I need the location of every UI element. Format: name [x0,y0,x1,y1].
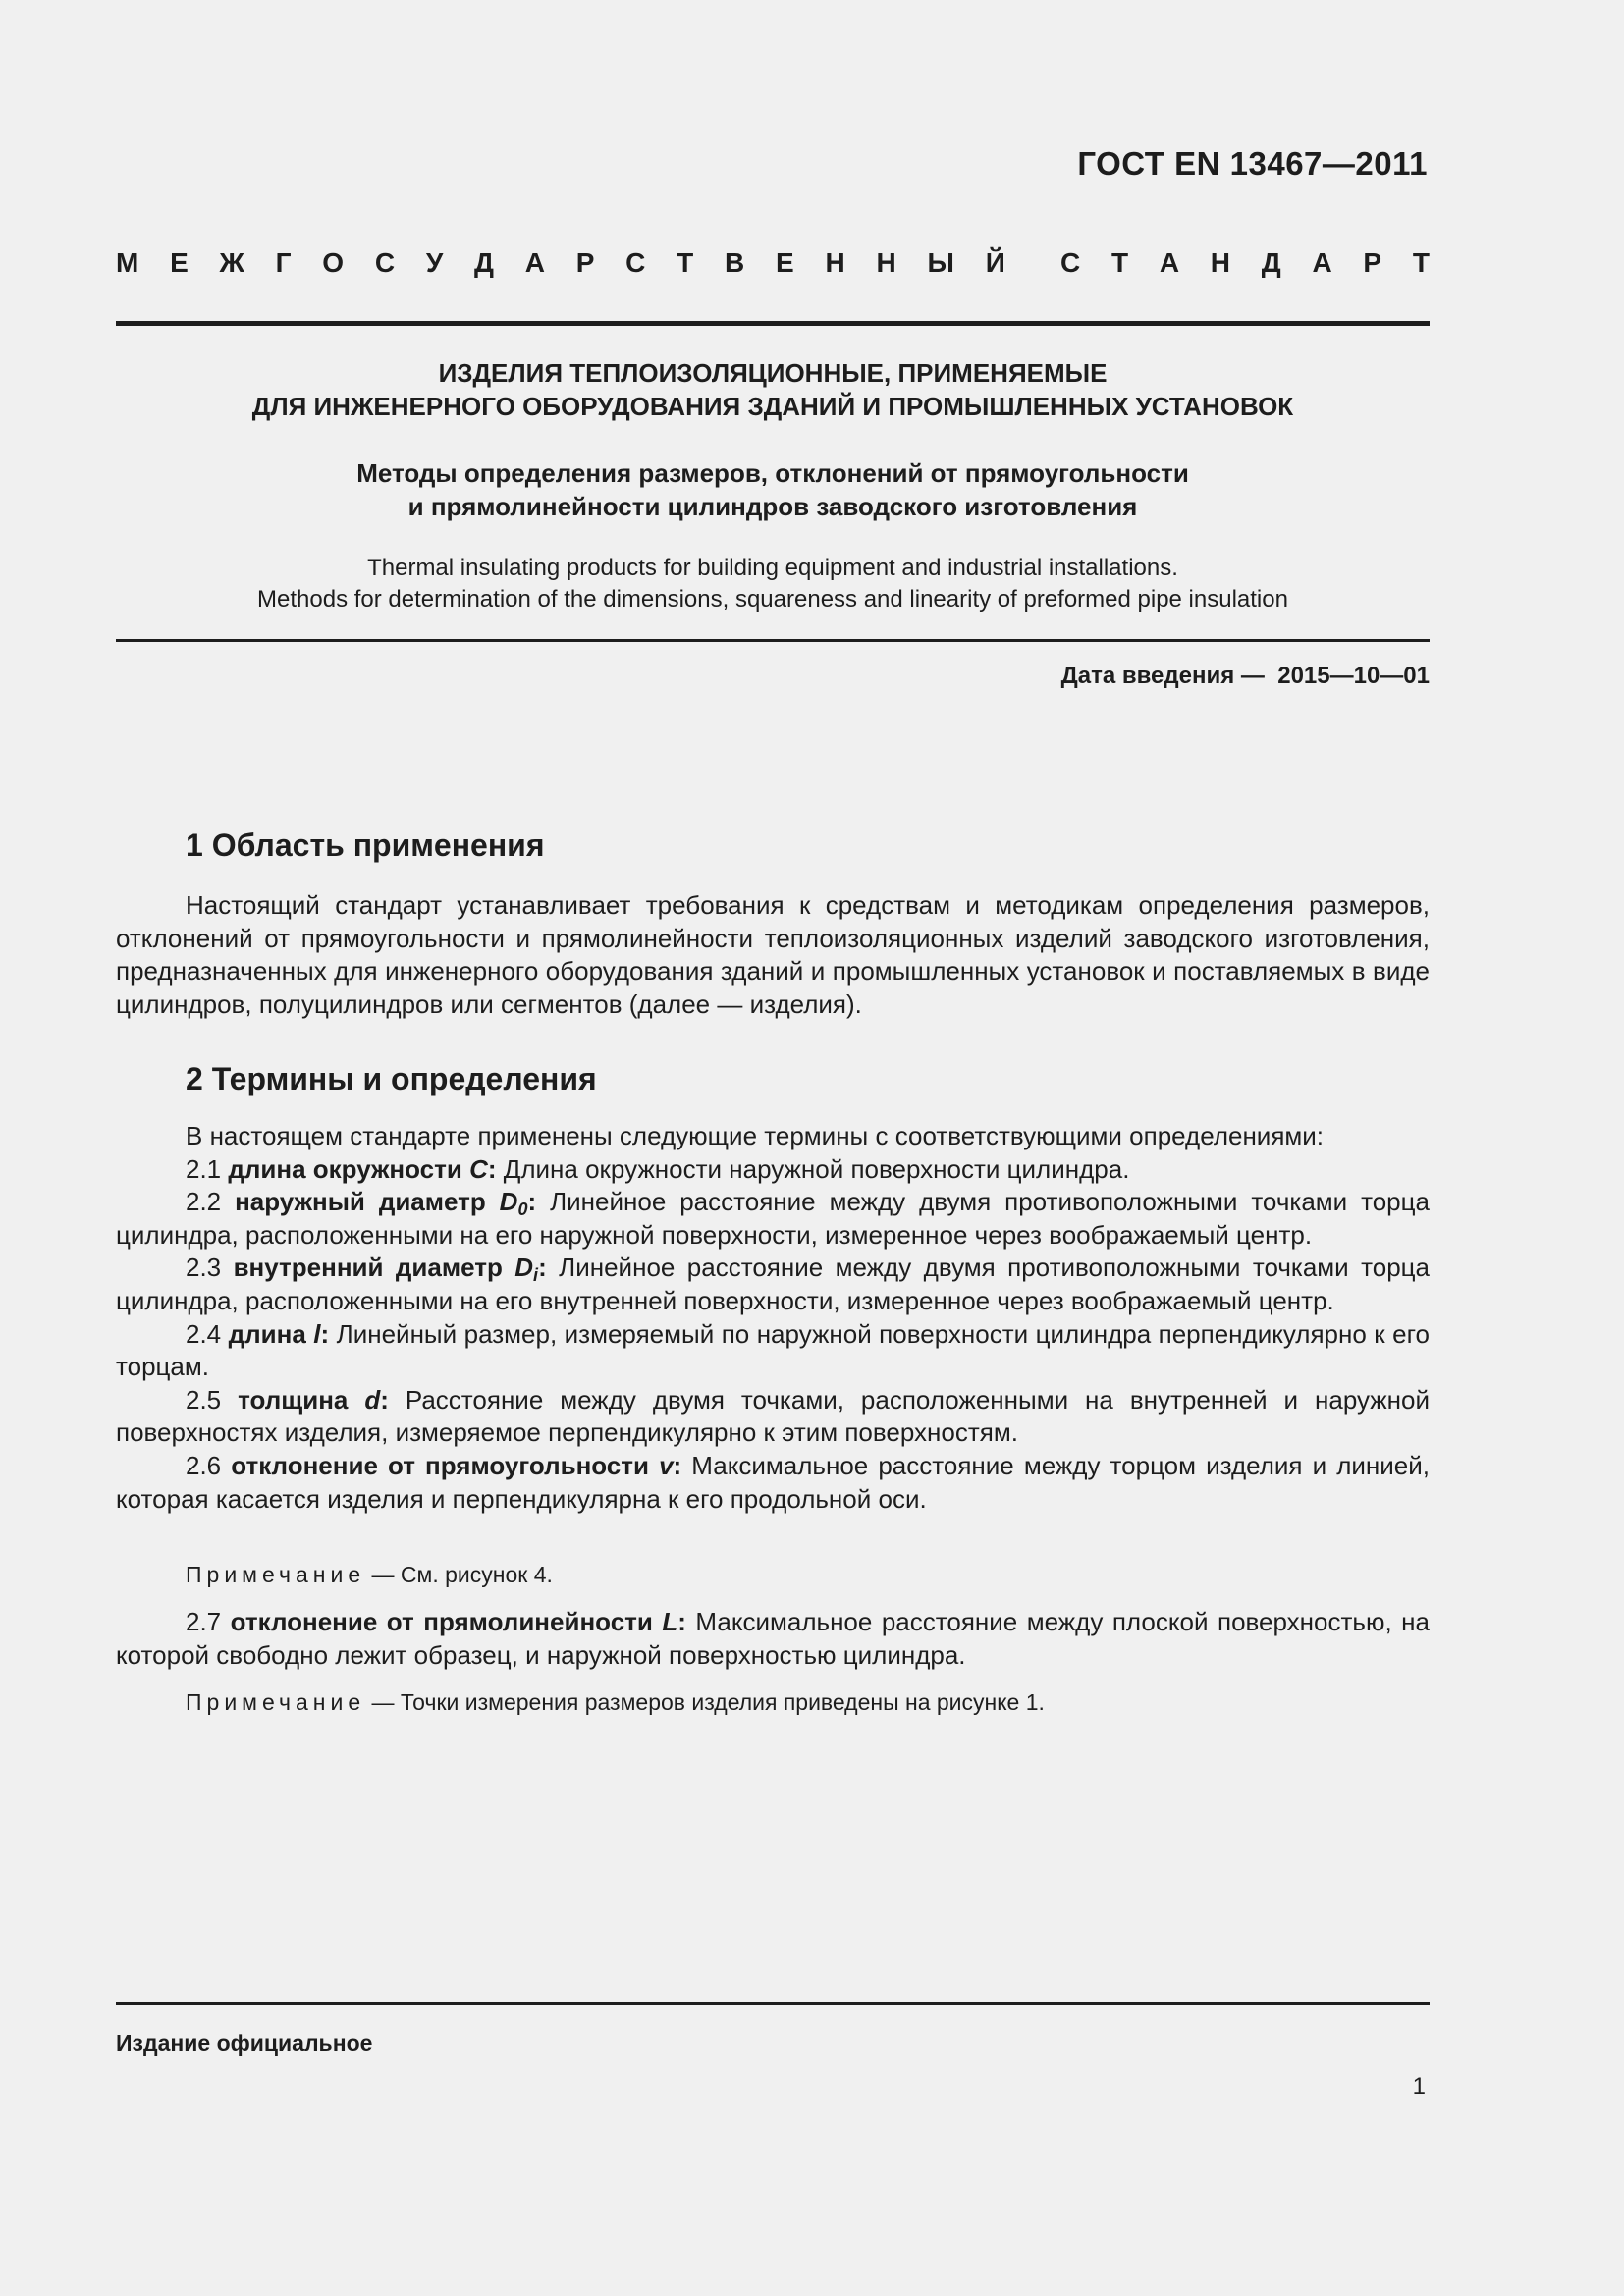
term-name: внутренний диаметр [233,1253,515,1283]
banner-letter: С [625,247,646,278]
page-number: 1 [1412,2073,1426,2100]
standard-type-banner [116,247,1430,279]
term-number: 2.2 [186,1187,236,1217]
term-definition: Максимальное расстояние между плоской поверхностью, на которой свободно лежит образец, и наружной поверхностью цилиндра. [116,1607,1430,1670]
banner-letter: Й [985,247,1005,278]
term-colon: : [673,1450,682,1480]
banner-letter: В [725,247,745,278]
section-2-heading: 2 Термины и определения [186,1061,597,1096]
term-name: длина окружности [228,1153,470,1184]
term-symbol: C [469,1153,488,1184]
term-number: 2.6 [186,1450,232,1480]
term-number: 2.1 [186,1153,229,1184]
banner-letter: Г [275,247,292,278]
term-colon: : [677,1607,686,1636]
term-definition: Линейное расстояние между двумя противоположными точками торца цилиндра, расположенными на его внутренней поверхности, измеренное через воображаемый центр. [116,1253,1431,1315]
term-2-4 [116,1318,1430,1384]
term-number: 2.4 [186,1318,229,1349]
subtitle-line-1: Методы определения размеров, отклонений от прямоугольности [356,458,1189,488]
footer-divider [116,2002,1430,2005]
term-number: 2.5 [186,1384,239,1415]
banner-letter: С [1060,247,1081,278]
term-2-5 [116,1384,1430,1450]
term-definition: Расстояние между двумя точками, расположенными на внутренней и наружной поверхностях изделия, измеряемое перпендикулярно к этим поверхностям. [116,1384,1431,1448]
note-1-text: — См. рисунок 4. [365,1562,553,1587]
title-line-1: ИЗДЕЛИЯ ТЕПЛОИЗОЛЯЦИОННЫЕ, ПРИМЕНЯЕМЫЕ [438,358,1108,388]
banner-letter: Р [575,247,595,278]
banner-letter: С [374,247,396,278]
banner-letter: Д [474,247,494,278]
english-title-line-2: Methods for determination of the dimensions, squareness and linearity of preformed pipe insulation [257,586,1288,613]
banner-letter: Ж [219,247,244,278]
term-2-6 [116,1450,1430,1516]
term-symbol: L [662,1607,678,1636]
term-name: отклонение от прямолинейности [230,1607,663,1636]
banner-letter: Т [1110,247,1129,278]
term-2-2 [116,1186,1430,1252]
term-symbol: d [364,1384,381,1415]
term-colon: : [527,1187,537,1217]
term-name: толщина [238,1384,365,1415]
term-2-3 [116,1252,1430,1317]
term-symbol-subscript: 0 [517,1200,528,1220]
banner-letter: А [1159,247,1180,278]
note-2 [186,1689,1045,1716]
section-2-body [116,1120,1430,1516]
banner-word-interstate [116,247,1005,279]
subtitle-line-2: и прямолинейности цилиндров заводского изготовления [407,492,1138,521]
term-definition: Линейное расстояние между двумя противоположными точками торца цилиндра, расположенными на его наружной поверхности, измеренное через воображаемый центр. [116,1187,1430,1250]
title-line-2: ДЛЯ ИНЖЕНЕРНОГО ОБОРУДОВАНИЯ ЗДАНИЙ И ПРОМЫШЛЕННЫХ УСТАНОВОК [251,392,1294,421]
term-symbol: v [659,1450,674,1480]
term-name: отклонение от прямоугольности [231,1450,660,1480]
header-divider [116,321,1430,326]
term-2-1 [116,1153,1430,1187]
banner-letter: М [116,247,139,278]
term-name: длина [228,1318,314,1349]
english-title-line-1: Thermal insulating products for building equipment and industrial installations. [367,555,1178,581]
section-2-intro: В настоящем стандарте применены следующие термины с соответствующими определениями: [186,1121,1325,1150]
official-edition-label: Издание официальное [116,2030,373,2056]
term-definition: Максимальное расстояние между торцом изделия и линией, которая касается изделия и перпендикулярна к его продольной оси. [116,1450,1430,1514]
term-definition: Длина окружности наружной поверхности цилиндра. [496,1153,1130,1184]
section-1-paragraph: Настоящий стандарт устанавливает требования к средствам и методикам определения размеров, отклонений от прямоугольности и прямолинейности теплоизоляционных изделий заводского изготовления, предназначенных для инженерного оборудования зданий и промышленных установок и поставляемых в виде цилиндров, полуцилиндров или сегментов (далее — изделия). [116,890,1430,1019]
term-2-7-block [116,1606,1430,1672]
banner-letter: Р [1363,247,1382,278]
term-symbol: l [313,1318,321,1349]
term-colon: : [487,1153,497,1184]
english-title [116,553,1430,615]
section-1-body [116,889,1430,1021]
title-divider [116,639,1430,642]
banner-letter: Т [677,247,694,278]
note-1-label: Примечание [186,1562,366,1587]
term-colon: : [380,1384,389,1415]
term-symbol-subscript: i [533,1265,539,1286]
banner-letter: А [1312,247,1332,278]
term-symbol: D [514,1253,534,1283]
term-colon: : [320,1318,330,1349]
banner-letter: Т [1412,247,1430,278]
banner-letter: Н [876,247,896,278]
term-number: 2.7 [186,1607,231,1636]
banner-letter: Е [776,247,794,278]
banner-letter: Н [1210,247,1231,278]
term-2-7 [116,1606,1430,1672]
document-subtitle [116,456,1430,523]
banner-letter: Е [170,247,189,278]
section-1-heading: 1 Область применения [186,828,545,863]
introduction-date: Дата введения — 2015—10—01 [1060,663,1430,689]
document-number: ГОСТ EN 13467—2011 [1077,145,1428,182]
document-title [116,356,1430,423]
banner-letter: О [322,247,345,278]
term-colon: : [538,1253,547,1283]
note-2-label: Примечание [186,1689,366,1715]
banner-letter: Ы [927,247,954,278]
note-2-text: — Точки измерения размеров изделия приведены на рисунке 1. [365,1689,1045,1715]
note-1 [186,1562,553,1588]
banner-letter: А [524,247,545,278]
term-number: 2.3 [186,1253,234,1283]
banner-letter: Н [825,247,845,278]
banner-letter: У [425,247,444,278]
term-symbol: D [499,1187,518,1217]
banner-letter: Д [1261,247,1281,278]
term-name: наружный диаметр [235,1187,500,1217]
banner-word-standard [1060,247,1430,279]
term-definition: Линейный размер, измеряемый по наружной поверхности цилиндра перпендикулярно к его торцам. [116,1318,1430,1382]
